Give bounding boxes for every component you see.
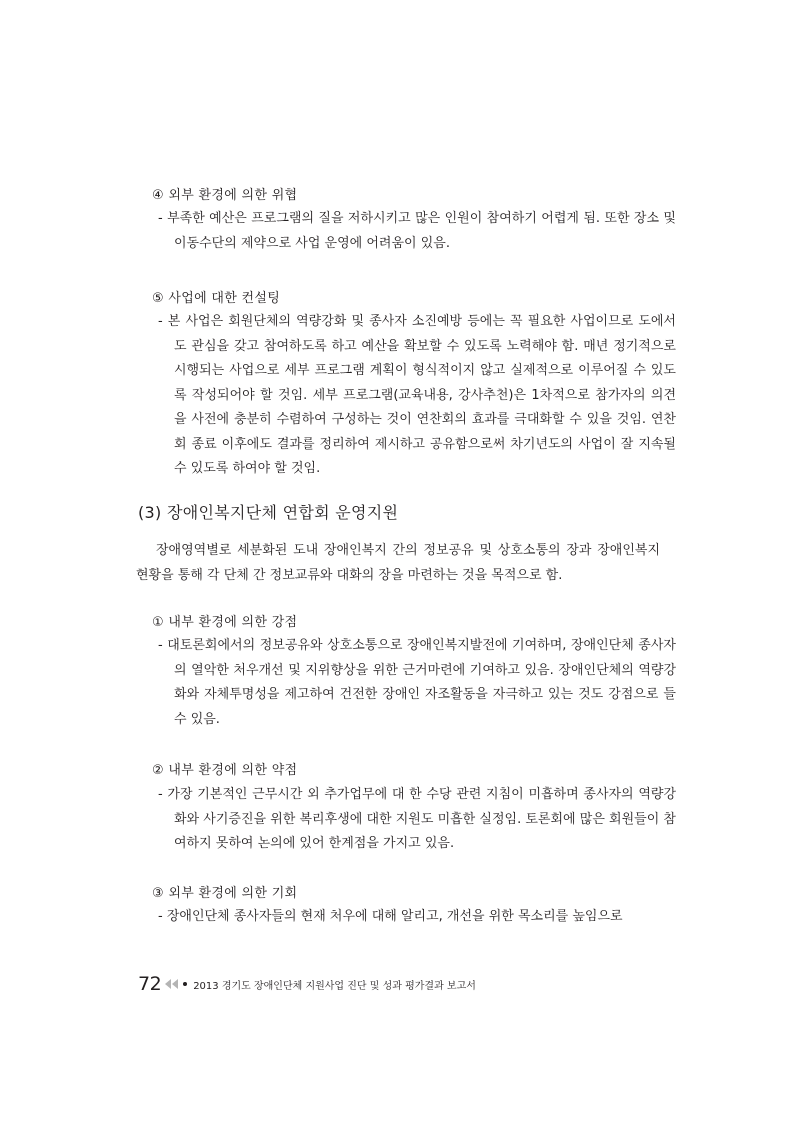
page-footer xyxy=(138,972,476,996)
section-body-threats: - 부족한 예산은 프로그램의 질을 저하시키고 많은 인원이 참여하기 어렵게 됨. 또한 장소 및 이동수단의 제약으로 사업 운영에 어려움이 있음. xyxy=(158,211,676,251)
section-heading-threats: ④ 외부 환경에 의한 위협 xyxy=(152,188,298,203)
section-body-consulting: - 본 사업은 회원단체의 역량강화 및 종사자 소진예방 등에는 꼭 필요한 사업이므로 도에서도 관심을 갖고 참여하도록 하고 예산을 확보할 수 있도록 노력해야 함. 매년 정기적으로 시행되는 사업으로 세부 프로그램 계획이 형식적이지 않고 실제적으로 이루어질 수 있도록 작성되어야 할 것임. 세부 프로그램(교육내용, 강사추천)은 1차적으로 참가자의 의견을 사전에 충분히 수렴하여 구성하는 것이 연찬회의 효과를 극대화할 수 있을 것임. 연찬회 종료 이후에도 결과를 정리하여 제시하고 공유함으로써 차기년도의 사업이 잘 지속될 수 있도록 하여야 할 것임. xyxy=(158,314,676,476)
page-number: 72 xyxy=(138,973,162,995)
section-body-strengths: - 대토론회에서의 정보공유와 상호소통으로 장애인복지발전에 기여하며, 장애인단체 종사자의 열악한 처우개선 및 지위향상을 위한 근거마련에 기여하고 있음. 장애인단체의 역량강화와 자체투명성을 제고하여 건전한 장애인 자조활동을 자극하고 있는 것도 강점으로 들 수 있음. xyxy=(158,638,676,727)
intro-paragraph: 장애영역별로 세분화된 도내 장애인복지 간의 정보공유 및 상호소통의 장과 장애인복지 현황을 통해 각 단체 간 정보교류와 대화의 장을 마련하는 것을 목적으로 함. xyxy=(136,543,660,583)
section-title: (3) 장애인복지단체 연합회 운영지원 xyxy=(138,503,399,522)
chevron-left-icon xyxy=(165,979,179,989)
section-heading-strengths: ① 내부 환경에 의한 강점 xyxy=(152,615,298,630)
bullet-dot-icon xyxy=(183,982,187,986)
section-body-opportunities: - 장애인단체 종사자들의 현재 처우에 대해 알리고, 개선을 위한 목소리를 높임으로 xyxy=(158,909,623,924)
section-heading-consulting: ⑤ 사업에 대한 컨설팅 xyxy=(152,291,281,306)
section-heading-weaknesses: ② 내부 환경에 의한 약점 xyxy=(152,763,298,778)
section-body-weaknesses: - 가장 기본적인 근무시간 외 추가업무에 대 한 수당 관련 지침이 미흡하며 종사자의 역량강화와 사기증진을 위한 복리후생에 대한 지원도 미흡한 실정임. 토론회에 많은 회원들이 참여하지 못하여 논의에 있어 한계점을 가지고 있음. xyxy=(158,787,676,851)
footer-report-title: 2013 경기도 장애인단체 지원사업 진단 및 성과 평가결과 보고서 xyxy=(193,980,476,992)
section-heading-opportunities: ③ 외부 환경에 의한 기회 xyxy=(152,886,298,901)
